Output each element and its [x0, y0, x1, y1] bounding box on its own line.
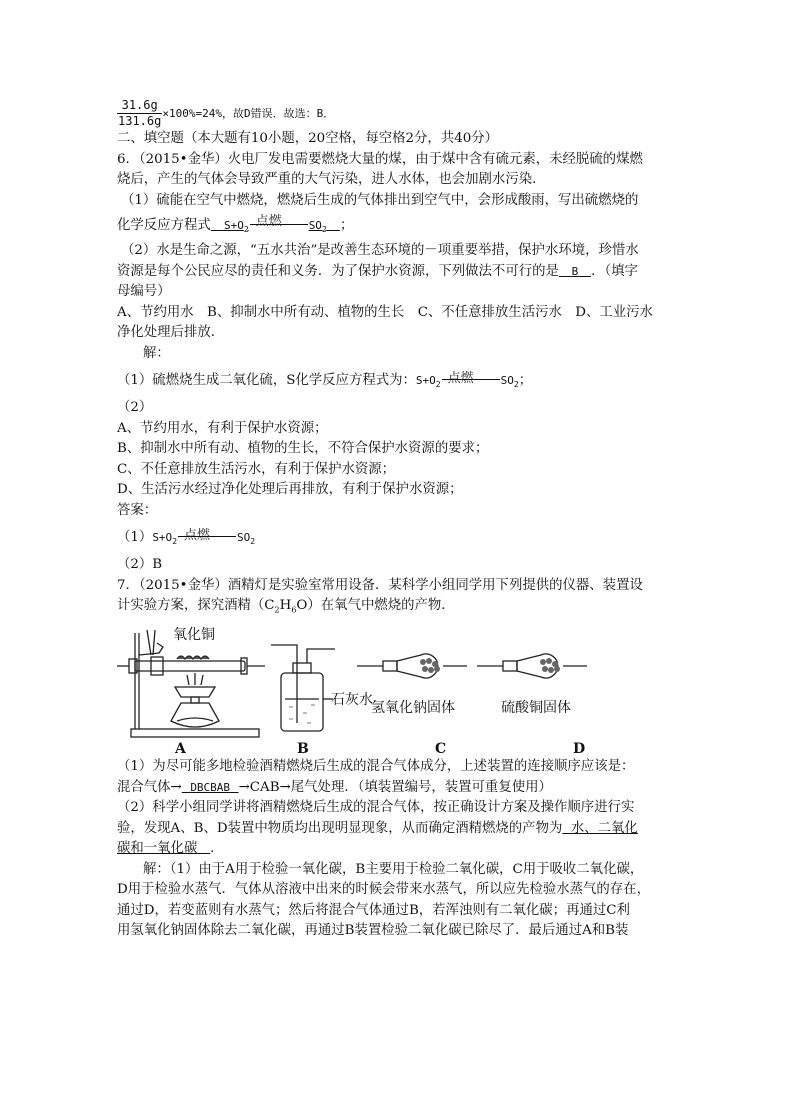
q6-part2-answer-value: B [571, 264, 579, 278]
q6-line-2: 烧后，产生的气体会导致严重的大气污染，进人水体，也会加剧水污染． [117, 172, 546, 187]
reaction-condition: 点燃 [184, 528, 211, 543]
q6-answer-1-text: （1） [117, 530, 153, 545]
q6-part2-c: 母编号） [117, 284, 171, 299]
reaction-condition: 点燃 [447, 371, 474, 386]
fraction-denominator: 131.6g [118, 114, 162, 128]
label-naoh-solid: 氢氧化钠固体 [371, 700, 455, 717]
reaction-arrow [178, 525, 236, 545]
q7-part2-a: （2）科学小组同学讲将酒精燃烧后生成的混合气体，按正确设计方案及操作顺序进行实 [117, 800, 635, 816]
eq-left: S+O [152, 531, 173, 544]
reaction-condition: 点燃 [255, 214, 282, 229]
q7-solution-2: D用于检验水蒸气．气体从溶液中出来的时候会带来水蒸气，所以应先检验水蒸气的存在， [117, 882, 650, 898]
fraction-tail: ×100%=24%，故D错误．故选：B． [162, 107, 335, 120]
q7-part2-answer-1 [562, 821, 637, 836]
reaction-arrow [250, 213, 308, 233]
q6-options-1: A、节约用水 B、抑制水中所有动、植物的生长 C、不任意排放生活污水 D、工业污水 [117, 304, 653, 320]
q6-solution-c: C、不任意排放生活污水，有利于保护水资源； [117, 461, 396, 477]
q6-answer-label: 答案： [117, 502, 158, 518]
figure-label-a: A [175, 741, 186, 758]
q6-solution-1: （1）硫燃烧生成二氧化硫，S化学反应方程式为：$S+O_2$ 点燃 $SO_2$； [117, 364, 687, 398]
q6-solution-1-text: （1）硫燃烧生成二氧化硫，S化学反应方程式为： [117, 373, 416, 388]
q7-part2-answer-2 [117, 841, 210, 856]
eq-right: SO [308, 219, 322, 232]
q7-line-2-a: 计实验方案，探究酒精（C [117, 598, 275, 613]
label-copper-oxide: 氧化铜 [173, 627, 215, 644]
q7-line-2-c: O）在氧气中燃烧的产物． [296, 598, 455, 613]
q7-solution-1: 解：（1）由于A用于检验一氧化碳，B主要用于检验二氧化碳，C用于吸收二氧化碳， [143, 861, 644, 877]
fraction-numerator: 31.6g [117, 98, 162, 114]
q7-part2-c: 碳和一氧化碳 ． [117, 841, 224, 857]
label-cuso4-solid: 硫酸铜固体 [501, 700, 571, 717]
q7-part1-answer [182, 780, 239, 795]
figure-label-b: B [297, 741, 309, 758]
q6-solution-d: D、生活污水经过净化处理后再排放，有利于保护水资源； [117, 482, 463, 497]
eq-left: S+O [223, 219, 244, 232]
q6-part1-b-text: 化学反应方程式 [117, 218, 211, 233]
q7-part1-c: →CAB→尾气处理．（填装置编号，装置可重复使用） [238, 779, 552, 795]
q6-part2-a: （2）水是生命之源，“五水共治”是改善生态环境的－项重要举措，保护水环境，珍惜水 [121, 243, 639, 258]
q7-part1-a: （1）为尽可能多地检验酒精燃烧后生成的混合气体成分，上述装置的连接顺序应该是： [117, 759, 635, 775]
q6-part2-answer [559, 264, 591, 279]
q6-part2-b-text: 资源是每个公民应尽的责任和义务．为了保护水资源，下列做法不可行的是 [117, 263, 559, 279]
q6-solution-b: B、抑制水中所有动、植物的生长，不符合保护水资源的要求； [117, 441, 489, 456]
q7-line-1: 7．（2015•金华）酒精灯是实验室常用设备．某科学小组同学用下列提供的仪器、装置设 [117, 577, 643, 593]
q6-part2-b-tail: ．（填字 [591, 263, 638, 279]
q7-part2-b [117, 819, 687, 840]
q6-answer-2: （2）B [117, 557, 163, 572]
reaction-arrow [442, 368, 500, 388]
q6-options-2: 净化处理后排放． [117, 325, 225, 340]
q7-part1-answer-value: DBCBAB [190, 780, 231, 794]
figure-label-d: D [573, 741, 586, 758]
q6-solution-2: （2） [117, 400, 153, 415]
q7-part1-b [117, 778, 687, 799]
figure-label-c: C [435, 741, 447, 758]
fraction-line [117, 98, 687, 129]
q7-part1-b-text: 混合气体→ [117, 779, 182, 795]
apparatus-figure [117, 625, 687, 757]
q6-part2-b [117, 262, 687, 283]
q6-answer-equation: $S+O_2$ 点燃 $SO_2$ [152, 521, 255, 559]
eq-right: SO [500, 374, 514, 387]
q7-part2-b-text: 验，发现A、B、D装置中物质均出现明显现象，从而确定酒精燃烧的产物为 [117, 820, 563, 836]
q6-line-1: 6．（2015•金华）火电厂发电需要燃烧大量的煤，由于煤中含有硫元素，未经脱硫的煤燃 [117, 151, 643, 167]
fraction [117, 98, 162, 129]
q6-answer-1 [117, 521, 687, 555]
label-limewater: 石灰水 [331, 692, 373, 709]
eq-left: S+O [415, 374, 436, 387]
q7-part2-answer-1-value: 水、二氧化 [570, 820, 638, 836]
document-page [117, 98, 687, 942]
q6-solution-label: 解： [143, 345, 170, 361]
eq-right: SO [237, 531, 251, 544]
q6-equation-answer: $S+O_2$ 点燃 $SO_2$ [211, 211, 340, 245]
q7-solution-3: 通过D，若变蓝则有水蒸气；然后将混合气体通过B，若浑浊则有二氧化碳；再通过C利 [117, 902, 630, 918]
q6-solution-a: A、节约用水，有利于保护水资源； [117, 420, 328, 436]
q7-part2-answer-2-value: 碳和一氧化碳 [117, 841, 198, 857]
q7-solution-4: 用氢氧化钠固体除去二氧化碳，再通过B装置检验二氧化碳已除尽了．最后通过A和B装 [117, 923, 629, 939]
q6-part1-a: （1）硫能在空气中燃烧，燃烧后生成的气体排出到空气中，会形成酸雨，写出硫燃烧的 [121, 192, 639, 208]
section-heading: 二、填空题（本大题有10小题，20空格，每空格2分，共40分） [117, 131, 499, 146]
q6-part1-b: 化学反应方程式 $S+O_2$ 点燃 $SO_2$ ； [117, 211, 687, 241]
q6-solution-equation: $S+O_2$ 点燃 $SO_2$ [416, 364, 519, 402]
q7-line-2-b: H [279, 598, 292, 613]
q7-line-2: 计实验方案，探究酒精$(C_2H_6O)$在氧气中燃烧的产物． [117, 598, 455, 615]
